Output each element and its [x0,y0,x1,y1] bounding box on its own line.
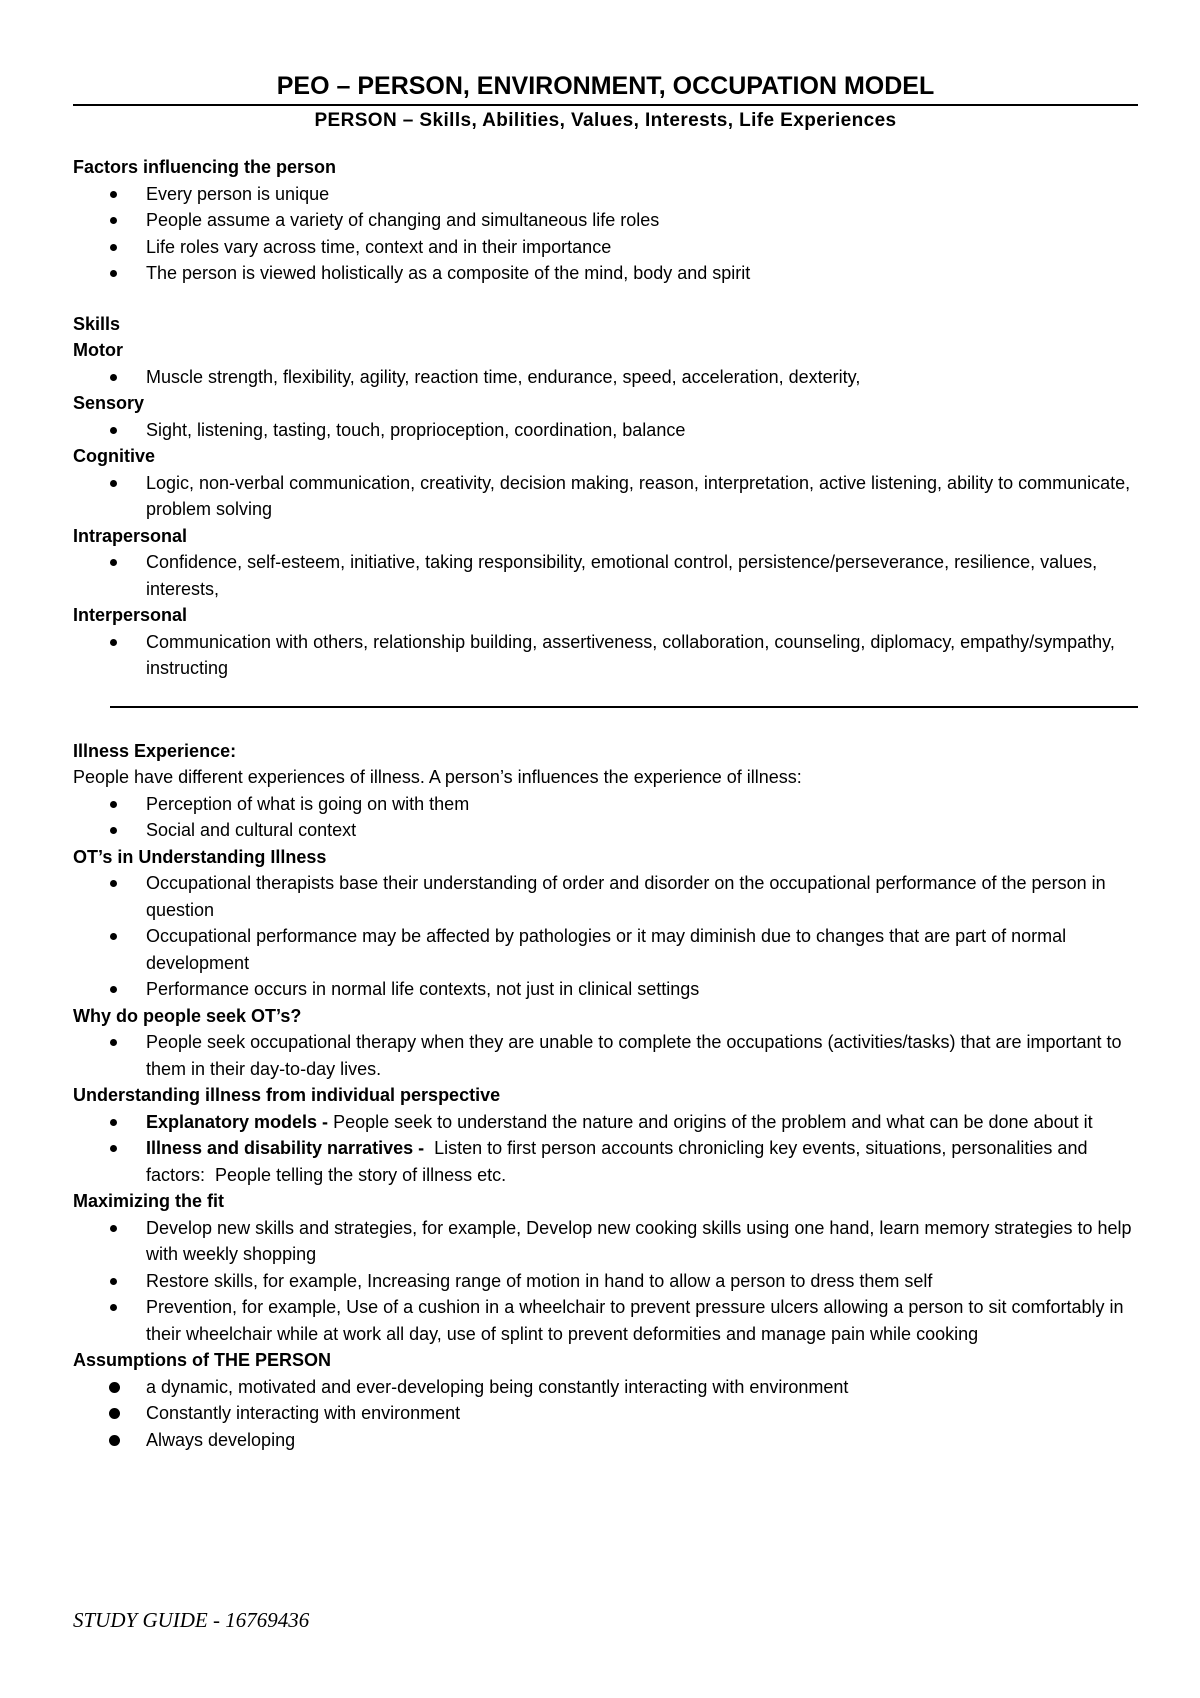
bullet-icon [110,880,117,887]
bullet-icon [110,480,117,487]
assumptions-heading: Assumptions of THE PERSON [73,1350,332,1370]
list-item: The person is viewed holistically as a composite of the mind, body and spirit [73,260,1138,287]
list-item: Logic, non-verbal communication, creativity, decision making, reason, interpretation, active listening, ability to communicate, problem solving [73,470,1138,523]
list-item: Always developing [73,1427,1138,1454]
document-body [73,133,1138,1453]
interpersonal-list [73,629,1138,682]
bullet-icon [110,801,117,808]
illness-heading: Illness Experience: [73,740,237,761]
list-item: Illness and disability narratives - Listen to first person accounts chronicling key events, situations, personalities and factors: People telling the story of illness etc. [73,1135,1138,1188]
bullet-icon [110,1278,117,1285]
narratives-term: Illness and disability narratives - [146,1138,425,1158]
bullet-icon [110,270,117,277]
bullet-icon [110,217,117,224]
list-item: Social and cultural context [73,817,1138,844]
intrapersonal-heading: Intrapersonal [73,525,188,546]
document-subtitle: PERSON – Skills, Abilities, Values, Interests, Life Experiences [314,110,897,131]
list-item: Constantly interacting with environment [73,1400,1138,1427]
list-item: Muscle strength, flexibility, agility, reaction time, endurance, speed, acceleration, dexterity, [73,364,1138,391]
document-title: PEO – PERSON, ENVIRONMENT, OCCUPATION MODEL [276,72,935,100]
maximizing-list [73,1215,1138,1348]
why-list [73,1029,1138,1082]
ots-heading: OT’s in Understanding Illness [73,846,327,867]
bullet-icon [110,827,117,834]
bullet-icon [109,1435,120,1446]
intrapersonal-list [73,549,1138,602]
explanatory-models-term: Explanatory models - [146,1111,329,1132]
bullet-icon [110,986,117,993]
list-item: Perception of what is going on with them [73,791,1138,818]
sensory-list [73,417,1138,444]
list-item: Occupational performance may be affected by pathologies or it may diminish due to changes that are part of normal development [73,923,1138,976]
list-item: Occupational therapists base their understanding of order and disorder on the occupational performance of the person in question [73,870,1138,923]
bullet-icon [109,1408,120,1419]
list-item: a dynamic, motivated and ever-developing being constantly interacting with environment [73,1374,1138,1401]
list-item: People seek occupational therapy when they are unable to complete the occupations (activities/tasks) that are important to them in their day-to-day lives. [73,1029,1138,1082]
list-item: Life roles vary across time, context and in their importance [73,234,1138,261]
bullet-icon [110,559,117,566]
assumptions-list [73,1374,1138,1454]
title-underline [73,104,1138,106]
illness-intro: People have different experiences of illness. A person’s influences the experience of illness: [73,767,802,787]
why-heading: Why do people seek OT’s? [73,1005,302,1026]
bullet-icon [110,244,117,251]
bullet-icon [109,1382,120,1393]
illness-list [73,791,1138,844]
bullet-icon [110,374,117,381]
list-item: Develop new skills and strategies, for example, Develop new cooking skills using one hand, learn memory strategies to help with weekly shopping [73,1215,1138,1268]
motor-list [73,364,1138,391]
factors-heading: Factors influencing the person [73,157,337,177]
list-item: Performance occurs in normal life contexts, not just in clinical settings [73,976,1138,1003]
bullet-icon [110,191,117,198]
understanding-list [73,1109,1138,1189]
ots-list [73,870,1138,1003]
list-item: Explanatory models - People seek to understand the nature and origins of the problem and what can be done about it [73,1109,1138,1136]
factors-list [73,181,1138,287]
list-item: Prevention, for example, Use of a cushion in a wheelchair to prevent pressure ulcers allowing a person to sit comfortably in their wheelchair while at work all day, use of splint to prevent deformities and manage pain while cooking [73,1294,1138,1347]
bullet-icon [110,1145,117,1152]
bullet-icon [110,1039,117,1046]
motor-heading: Motor [73,340,123,360]
document-page [73,70,1138,1453]
list-item: People assume a variety of changing and simultaneous life roles [73,207,1138,234]
list-item: Confidence, self-esteem, initiative, taking responsibility, emotional control, persistence/perseverance, resilience, values, interests, [73,549,1138,602]
interpersonal-heading: Interpersonal [73,605,188,625]
bullet-icon [110,933,117,940]
bullet-icon [110,639,117,646]
cognitive-list [73,470,1138,523]
list-item: Restore skills, for example, Increasing range of motion in hand to allow a person to dress them self [73,1268,1138,1295]
understanding-heading: Understanding illness from individual perspective [73,1085,501,1105]
list-item: Every person is unique [73,181,1138,208]
page-footer: STUDY GUIDE - 16769436 [73,1608,310,1632]
bullet-icon [110,427,117,434]
sensory-heading: Sensory [73,393,145,413]
list-item: Sight, listening, tasting, touch, proprioception, coordination, balance [73,417,1138,444]
maximizing-heading: Maximizing the fit [73,1191,225,1211]
cognitive-heading: Cognitive [73,446,156,466]
bullet-icon [110,1225,117,1232]
bullet-icon [110,1119,117,1126]
bullet-icon [110,1304,117,1311]
list-item: Communication with others, relationship building, assertiveness, collaboration, counseling, diplomacy, empathy/sympathy, instructing [73,629,1138,682]
skills-heading: Skills [73,313,121,334]
